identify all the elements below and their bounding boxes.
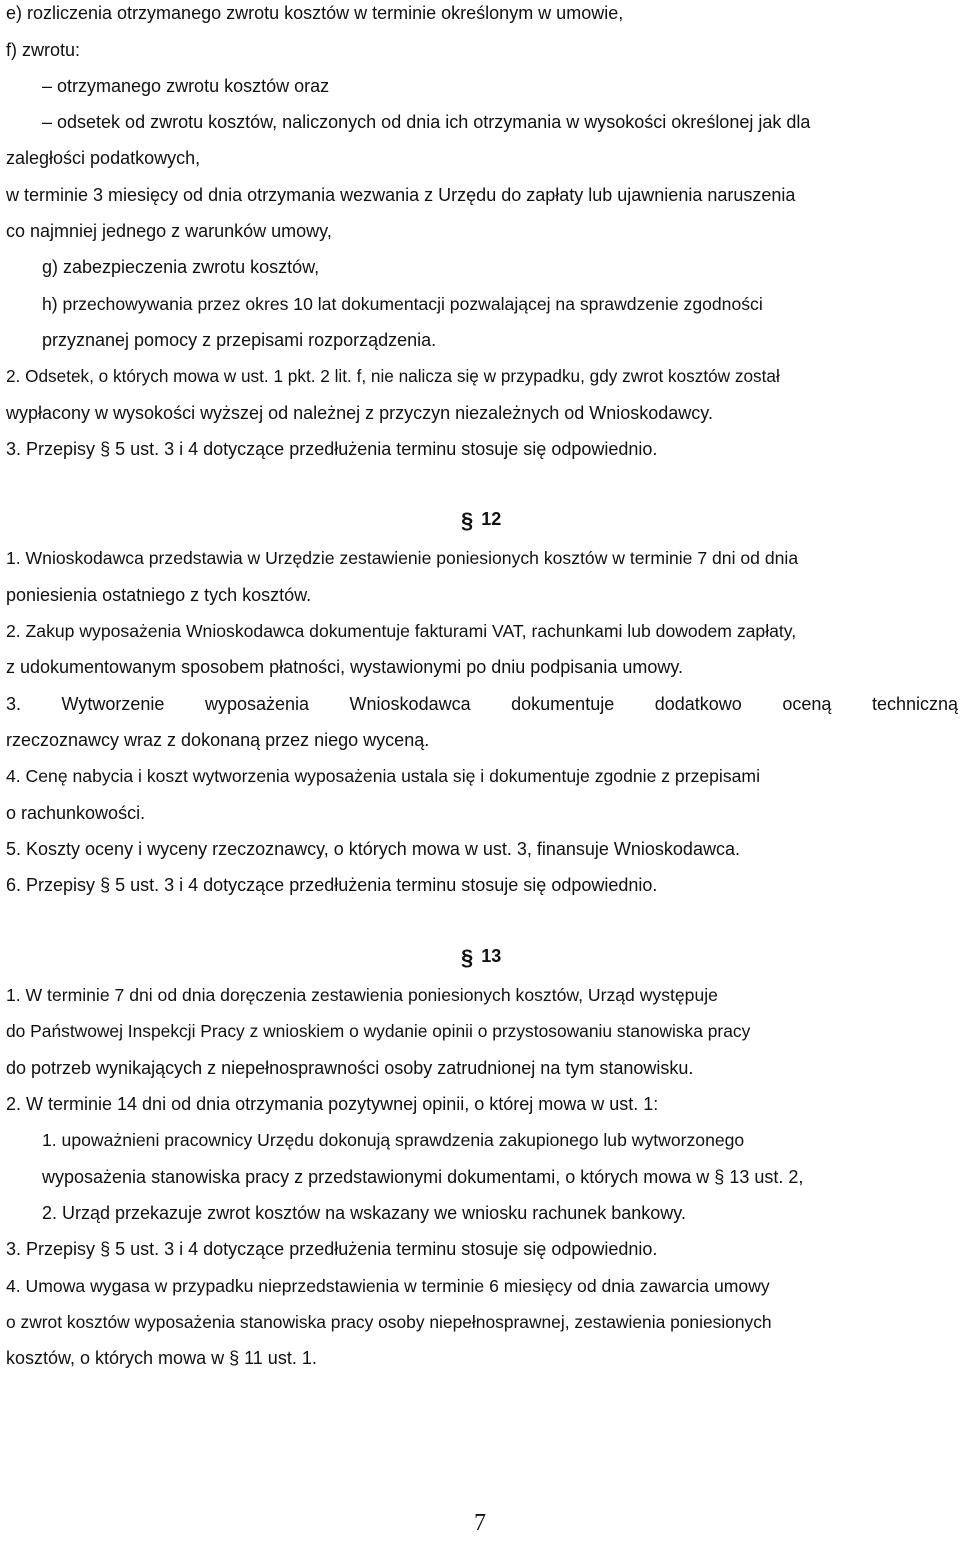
text-line: 1. Wnioskodawca przedstawia w Urzędzie zestawienie poniesionych kosztów w terminie 7 dni od dnia bbox=[6, 548, 799, 568]
text-line bbox=[6, 693, 958, 715]
word: techniczną bbox=[871, 694, 958, 714]
section-number: 12 bbox=[481, 509, 502, 529]
text-fragment: 5 ust. 3 i 4 dotyczące przedłużenia terminu stosuje się odpowiednio. bbox=[115, 1239, 658, 1259]
text-fragment: kosztów, o których mowa w bbox=[6, 1348, 225, 1368]
text-line: przyznanej pomocy z przepisami rozporządzenia. bbox=[42, 330, 437, 350]
paragraph-symbol: § bbox=[714, 1167, 725, 1187]
text-line: f) zwrotu: bbox=[6, 40, 81, 60]
text-line: 2. W terminie 14 dni od dnia otrzymania pozytywnej opinii, o której mowa w ust. 1: bbox=[6, 1094, 659, 1114]
text-line bbox=[6, 874, 657, 896]
text-line: 5. Koszty oceny i wyceny rzeczoznawcy, o których mowa w ust. 3, finansuje Wnioskodawca. bbox=[6, 839, 740, 859]
paragraph-symbol: § bbox=[100, 439, 111, 459]
text-line: do Państwowej Inspekcji Pracy z wnioskiem o wydanie opinii o przystosowaniu stanowiska pracy bbox=[6, 1021, 751, 1041]
text-line bbox=[42, 1166, 803, 1188]
text-line: poniesienia ostatniego z tych kosztów. bbox=[6, 585, 312, 605]
section-heading-13 bbox=[461, 945, 501, 971]
text-line: – otrzymanego zwrotu kosztów oraz bbox=[42, 76, 330, 96]
text-line: do potrzeb wynikających z niepełnosprawności osoby zatrudnionej na tym stanowisku. bbox=[6, 1058, 694, 1078]
text-line: z udokumentowanym sposobem płatności, wystawionymi po dniu podpisania umowy. bbox=[6, 657, 684, 677]
text-line: wypłacony w wysokości wyższej od należnej z przyczyn niezależnych od Wnioskodawcy. bbox=[6, 403, 713, 423]
text-line: o rachunkowości. bbox=[6, 803, 146, 823]
word: 3. bbox=[6, 694, 22, 714]
text-line: 1. upoważnieni pracownicy Urzędu dokonują sprawdzenia zakupionego lub wytworzonego bbox=[42, 1130, 745, 1150]
text-line: w terminie 3 miesięcy od dnia otrzymania wezwania z Urzędu do zapłaty lub ujawnienia naruszenia bbox=[6, 185, 796, 205]
text-line: 2. Urząd przekazuje zwrot kosztów na wskazany we wniosku rachunek bankowy. bbox=[42, 1203, 686, 1223]
text-line: 4. Umowa wygasa w przypadku nieprzedstawienia w terminie 6 miesięcy od dnia zawarcia umowy bbox=[6, 1276, 770, 1296]
paragraph-symbol: § bbox=[229, 1348, 240, 1368]
text-line: – odsetek od zwrotu kosztów, naliczonych od dnia ich otrzymania w wysokości określonej jak dla bbox=[42, 112, 811, 132]
section-number: 13 bbox=[481, 946, 502, 966]
text-fragment: 6. Przepisy bbox=[6, 875, 96, 895]
text-line: 4. Cenę nabycia i koszt wytworzenia wyposażenia ustala się i dokumentuje zgodnie z przepisami bbox=[6, 766, 760, 786]
text-line: 2. Odsetek, o których mowa w ust. 1 pkt. 2 lit. f, nie nalicza się w przypadku, gdy zwrot kosztów został bbox=[6, 366, 780, 386]
text-line bbox=[6, 438, 657, 460]
text-line bbox=[6, 1238, 657, 1260]
section-heading-12 bbox=[461, 508, 501, 534]
paragraph-symbol: § bbox=[100, 1239, 111, 1259]
text-line: e) rozliczenia otrzymanego zwrotu kosztów w terminie określonym w umowie, bbox=[6, 3, 624, 23]
text-fragment: 5 ust. 3 i 4 dotyczące przedłużenia terminu stosuje się odpowiednio. bbox=[115, 875, 658, 895]
text-fragment: 3. Przepisy bbox=[6, 1239, 96, 1259]
paragraph-symbol: § bbox=[461, 508, 474, 533]
text-line: 2. Zakup wyposażenia Wnioskodawca dokumentuje fakturami VAT, rachunkami lub dowodem zapłaty, bbox=[6, 621, 797, 641]
text-fragment: 5 ust. 3 i 4 dotyczące przedłużenia terminu stosuje się odpowiednio. bbox=[115, 439, 658, 459]
text-line: g) zabezpieczenia zwrotu kosztów, bbox=[42, 257, 320, 277]
word: dodatkowo bbox=[654, 694, 742, 714]
text-line: h) przechowywania przez okres 10 lat dokumentacji pozwalającej na sprawdzenie zgodności bbox=[42, 294, 763, 314]
text-fragment: 13 ust. 2, bbox=[729, 1167, 804, 1187]
word: dokumentuje bbox=[511, 694, 615, 714]
word: wyposażenia bbox=[204, 694, 310, 714]
text-line: rzeczoznawcy wraz z dokonaną przez niego wyceną. bbox=[6, 730, 430, 750]
text-line: o zwrot kosztów wyposażenia stanowiska pracy osoby niepełnosprawnej, zestawienia poniesionych bbox=[6, 1312, 772, 1332]
text-line bbox=[6, 1347, 317, 1369]
text-fragment: 3. Przepisy bbox=[6, 439, 96, 459]
word: Wnioskodawca bbox=[349, 694, 471, 714]
word: Wytworzenie bbox=[61, 694, 165, 714]
paragraph-symbol: § bbox=[461, 945, 474, 970]
text-line: zaległości podatkowych, bbox=[6, 148, 201, 168]
text-fragment: 11 ust. 1. bbox=[244, 1348, 317, 1368]
paragraph-symbol: § bbox=[100, 875, 111, 895]
text-fragment: wyposażenia stanowiska pracy z przedstawionymi dokumentami, o których mowa w bbox=[42, 1167, 710, 1187]
text-line: co najmniej jednego z warunków umowy, bbox=[6, 221, 332, 241]
text-line: 1. W terminie 7 dni od dnia doręczenia zestawienia poniesionych kosztów, Urząd występuje bbox=[6, 985, 718, 1005]
word: oceną bbox=[782, 694, 832, 714]
page-number: 7 bbox=[474, 1510, 486, 1536]
